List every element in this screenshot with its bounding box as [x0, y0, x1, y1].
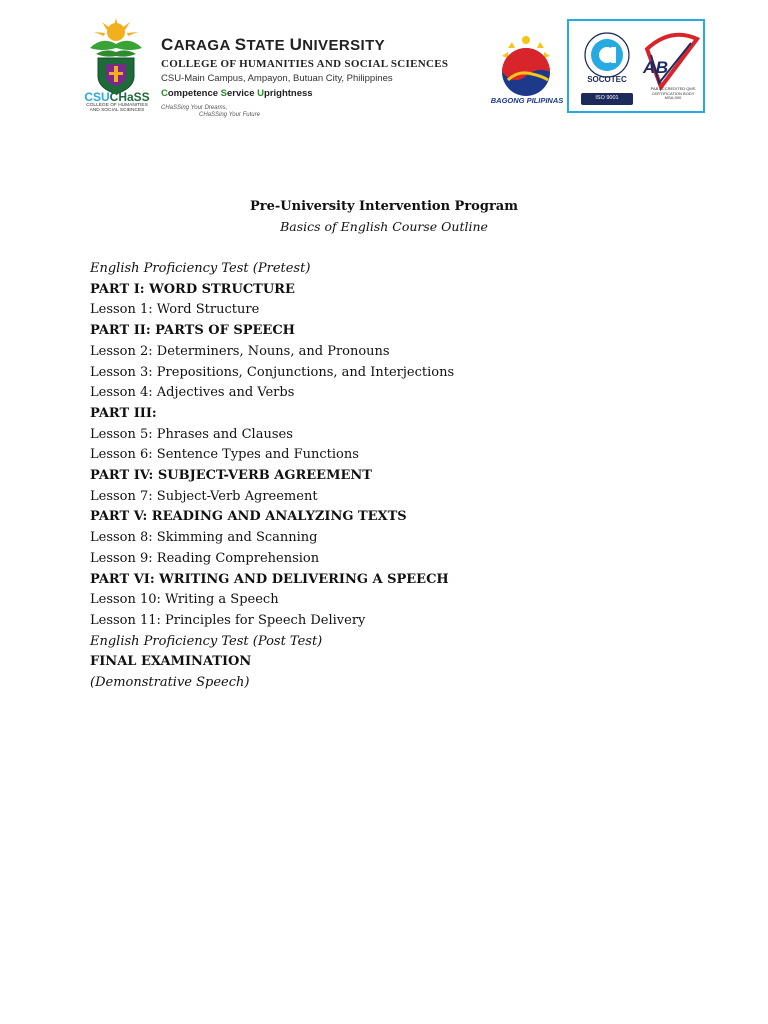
outline-section-heading: PART III:	[90, 405, 157, 421]
outline-note: English Proficiency Test (Post Test)	[90, 633, 323, 649]
university-info	[161, 36, 448, 119]
outline-lesson: Lesson 4: Adjectives and Verbs	[90, 385, 295, 401]
outline-lesson: Lesson 6: Sentence Types and Functions	[90, 447, 359, 463]
pab-caption: PAB ACCREDITED QMS CERTIFICATION BODY MSA-000	[650, 86, 696, 100]
outline-note: English Proficiency Test (Pretest)	[90, 261, 311, 276]
bagong-pilipinas-label: BAGONG PILIPINAS	[490, 96, 564, 105]
outline-lesson: Lesson 7: Subject-Verb Agreement	[90, 488, 318, 504]
document-heading	[0, 197, 768, 237]
outline-lesson: Lesson 1: Word Structure	[90, 302, 260, 318]
college-name: COLLEGE OF HUMANITIES AND SOCIAL SCIENCES	[161, 58, 449, 70]
socotec-label: SOCOTEC	[587, 75, 627, 84]
letterhead	[0, 0, 768, 130]
course-outline	[90, 259, 710, 694]
outline-section-heading: PART II: PARTS OF SPEECH	[90, 323, 295, 339]
outline-lesson: Lesson 11: Principles for Speech Delivery	[90, 612, 366, 628]
outline-lesson: Lesson 9: Reading Comprehension	[90, 550, 320, 566]
outline-note: (Demonstrative Speech)	[90, 675, 250, 691]
outline-lesson: Lesson 5: Phrases and Clauses	[90, 426, 293, 442]
university-name: CARAGA STATE UNIVERSITY	[161, 35, 386, 54]
iso-label: ISO 9001	[595, 95, 619, 101]
outline-section-heading: PART VI: WRITING AND DELIVERING A SPEECH	[90, 571, 449, 587]
outline-lesson: Lesson 10: Writing a Speech	[90, 592, 279, 608]
pab-label: AB	[643, 58, 669, 77]
outline-lesson: Lesson 2: Determiners, Nouns, and Pronouns	[90, 343, 390, 359]
outline-section-heading: PART IV: SUBJECT-VERB AGREEMENT	[90, 468, 372, 484]
college-tagline: CHaSSing Your Dreams, CHaSSing Your Future	[161, 105, 260, 118]
university-motto: Competence Service Uprightness	[161, 88, 313, 99]
logo-wordmark: CSUCHaSS	[84, 90, 150, 104]
outline-section-heading: PART I: WORD STRUCTURE	[90, 281, 295, 297]
outline-lesson: Lesson 3: Prepositions, Conjunctions, and Interjections	[90, 364, 455, 380]
campus-address: CSU-Main Campus, Ampayon, Butuan City, Philippines	[161, 73, 393, 84]
program-title: Pre-University Intervention Program	[250, 199, 518, 214]
logo-caption: COLLEGE OF HUMANITIES AND SOCIAL SCIENCES	[86, 103, 148, 113]
outline-section-heading: PART V: READING AND ANALYZING TEXTS	[90, 509, 407, 525]
outline-lesson: Lesson 8: Skimming and Scanning	[90, 530, 318, 546]
certification-box	[567, 19, 705, 113]
outline-section-heading: FINAL EXAMINATION	[90, 654, 252, 670]
course-subtitle: Basics of English Course Outline	[280, 219, 488, 234]
